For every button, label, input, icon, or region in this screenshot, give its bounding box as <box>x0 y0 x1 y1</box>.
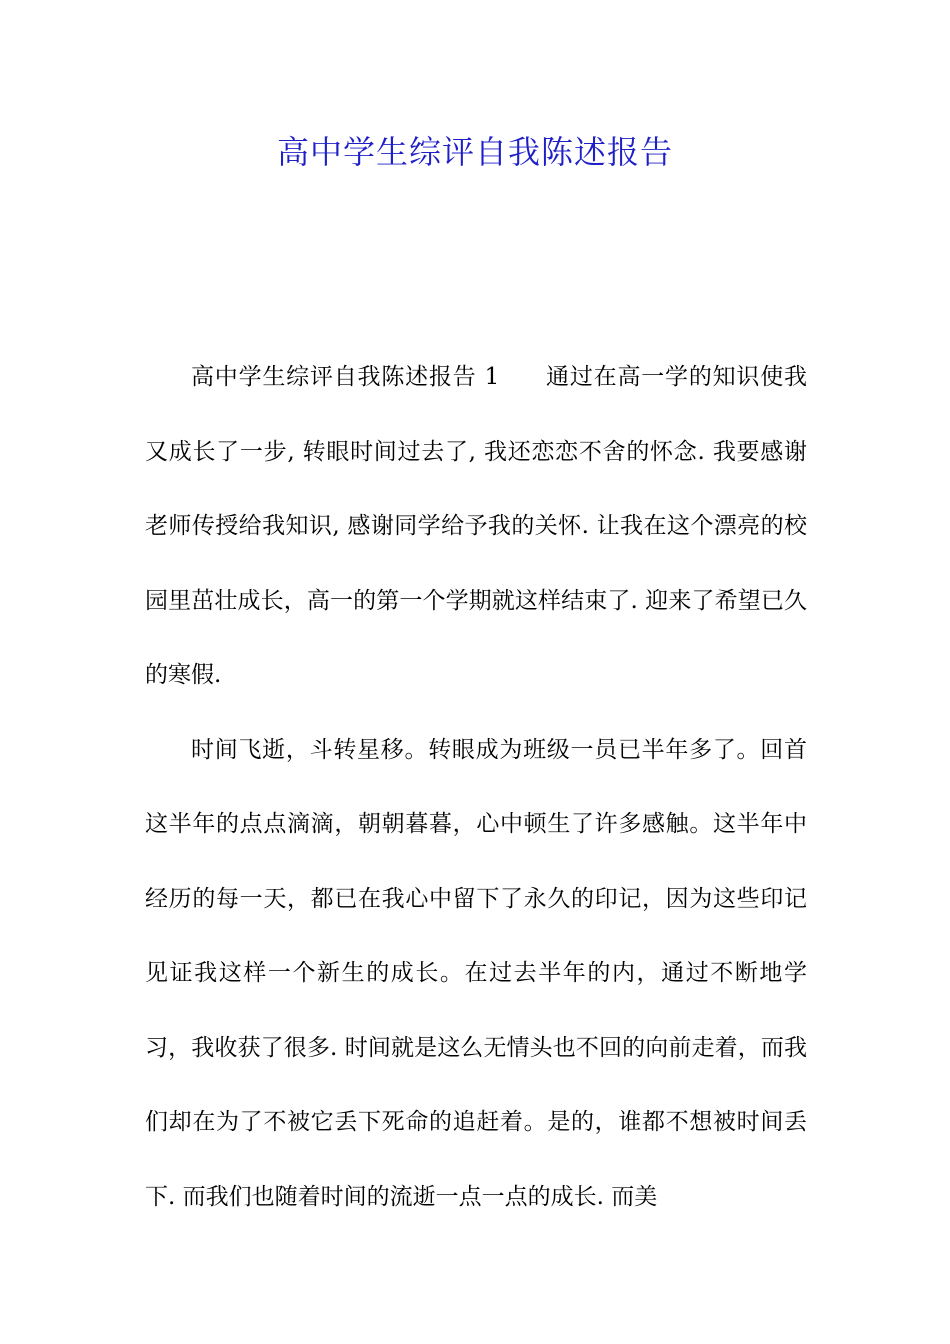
paragraph-1-text: 通过在高一学的知识使我又成长了一步, 转眼时间过去了, 我还恋恋不舍的怀念. 我要感谢老师传授给我知识, 感谢同学给予我的关怀. 让我在这个漂亮的校园里茁壮成长，高一的第一个学期就这样结束了. 迎来了希望已久的寒假. <box>145 364 807 688</box>
paragraph-1-heading: 高中学生综评自我陈述报告 1 <box>191 364 500 390</box>
document-body <box>145 340 807 1234</box>
document-title: 高中学生综评自我陈述报告 <box>276 133 673 171</box>
paragraph-1 <box>145 340 807 713</box>
paragraph-2-text: 时间飞逝，斗转星移。转眼成为班级一员已半年多了。回首这半年的点点滴滴，朝朝暮暮，心中顿生了许多感触。这半年中经历的每一天，都已在我心中留下了永久的印记，因为这些印记见证我这样一个新生的成长。在过去半年的内，通过不断地学习，我收获了很多. 时间就是这么无情头也不回的向前走着，而我们却在为了不被它丢下死命的追赶着。是的，谁都不想被时间丢下. 而我们也随着时间的流逝一点一点的成长. 而美 <box>145 736 807 1210</box>
paragraph-2 <box>145 713 807 1235</box>
